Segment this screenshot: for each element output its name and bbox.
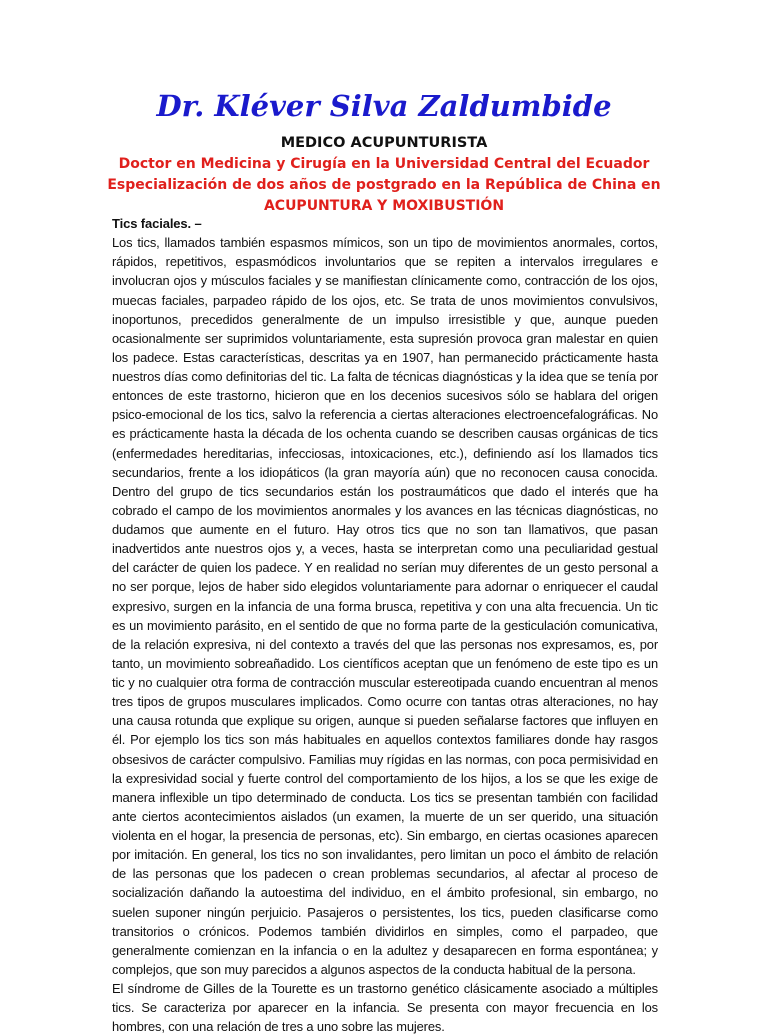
- profession-title: MEDICO ACUPUNTURISTA: [280, 135, 488, 151]
- paragraph-tourette: El síndrome de Gilles de la Tourette es un trastorno genético clásicamente asociado a múltiples tics. Se caracteriza por aparecer en la infancia. Se presenta con mayor frecuencia en los hombres, con una relación de tres a uno sobre las mujeres.: [112, 981, 658, 1035]
- section-heading: Tics faciales. –: [112, 216, 202, 231]
- credential-line-2: Especialización de dos años de postgrado en la República de China en: [107, 177, 661, 193]
- credential-line-1: Doctor en Medicina y Cirugía en la Universidad Central del Ecuador: [118, 156, 650, 172]
- credential-line-3: ACUPUNTURA Y MOXIBUSTIÓN: [263, 198, 505, 214]
- author-name: Dr. Kléver Silva Zaldumbide: [156, 89, 612, 123]
- article-body: [112, 214, 658, 1036]
- paragraph-tics: Los tics, llamados también espasmos mímicos, son un tipo de movimientos anormales, cortos, rápidos, repetitivos, espasmódicos involuntarios que se repiten a intervalos irregulares e involucran ojos y músculos faciales y se manifiestan clínicamente como, contracción de los ojos, muecas faciales, parpadeo rápido de los ojos, etc. Se trata de unos movimientos convulsivos, inoportunos, precedidos generalmente de un impulso irresistible y que, aunque pueden ocasionalmente ser suprimidos voluntariamente, esta supresión provoca gran malestar en quien los padece. Estas características, descritas ya en 1907, han permanecido prácticamente hasta nuestros días como definitorias del tic. La falta de técnicas diagnósticas y la idea que se tenía por entonces de este trastorno, hicieron que en los decenios sucesivos sólo se hablara del origen psico-emocional de los tics, salvo la referencia a ciertas alteraciones electroencefalográficas. No es prácticamente hasta la década de los ochenta cuando se describen causas orgánicas de tics (enfermedades hereditarias, infecciosas, intoxicaciones, etc.), definiendo así los llamados tics secundarios, frente a los idiopáticos (la gran mayoría aún) que no reconocen causa conocida. Dentro del grupo de tics secundarios están los postraumáticos que dado el interés que ha cobrado el campo de los movimientos anormales y los avances en las técnicas diagnósticas, no dudamos que aumente en el futuro. Hay otros tics que no son tan llamativos, que pasan inadvertidos ante nuestros ojos y, a veces, hasta se interpretan como una peculiaridad gestual del carácter de quien los padece. Y en realidad no serían muy diferentes de un gesto personal a no ser porque, lejos de haber sido elegidos voluntariamente para adornar o enriquecer el caudal expresivo, surgen en la infancia de una forma brusca, repetitiva y con una alta frecuencia. Un tic es un movimiento parásito, en el sentido de que no forma parte de la gesticulación comunicativa, de la relación expresiva, ni del contexto a través del que las personas nos expresamos, es, por tanto, un movimiento sobreañadido. Los científicos aceptan que un fenómeno de este tipo es un tic y no cualquier otra forma de contracción muscular estereotipada cuando encuentran al menos tres tipos de grupos musculares implicados. Como ocurre con tantas otras alteraciones, no hay una causa rotunda que explique su origen, aunque si pueden señalarse factores que influyen en él. Por ejemplo los tics son más habituales en aquellos contextos familiares donde hay rasgos obsesivos de carácter compulsivo. Familias muy rígidas en las normas, con poca permisividad en la expresividad social y fuerte control del comportamiento de los hijos, a los se que les exige de manera inflexible un tipo determinado de conducta. Los tics se presentan también con facilidad ante ciertos acontecimientos aislados (un examen, la muerte de un ser querido, una situación violenta en el hogar, la presencia de personas, etc). Sin embargo, en ciertas ocasiones aparecen por imitación. En general, los tics no son invalidantes, pero limitan un poco el ámbito de relación de las personas que los padecen o crean problemas secundarios, al afectar al proceso de socialización dañando la autoestima del individuo, en el ámbito profesional, sin embargo, no suelen suponer ningún perjuicio. Pasajeros o persistentes, los tics, pueden clasificarse como transitorios o crónicos. Podemos también dividirlos en simples, como el parpadeo, que generalmente comienzan en la infancia o en la adultez y desaparecen en forma espontánea; y complejos, que son muy parecidos a algunos aspectos de la conducta habitual de la persona.: [112, 235, 658, 977]
- document-header: [0, 84, 768, 217]
